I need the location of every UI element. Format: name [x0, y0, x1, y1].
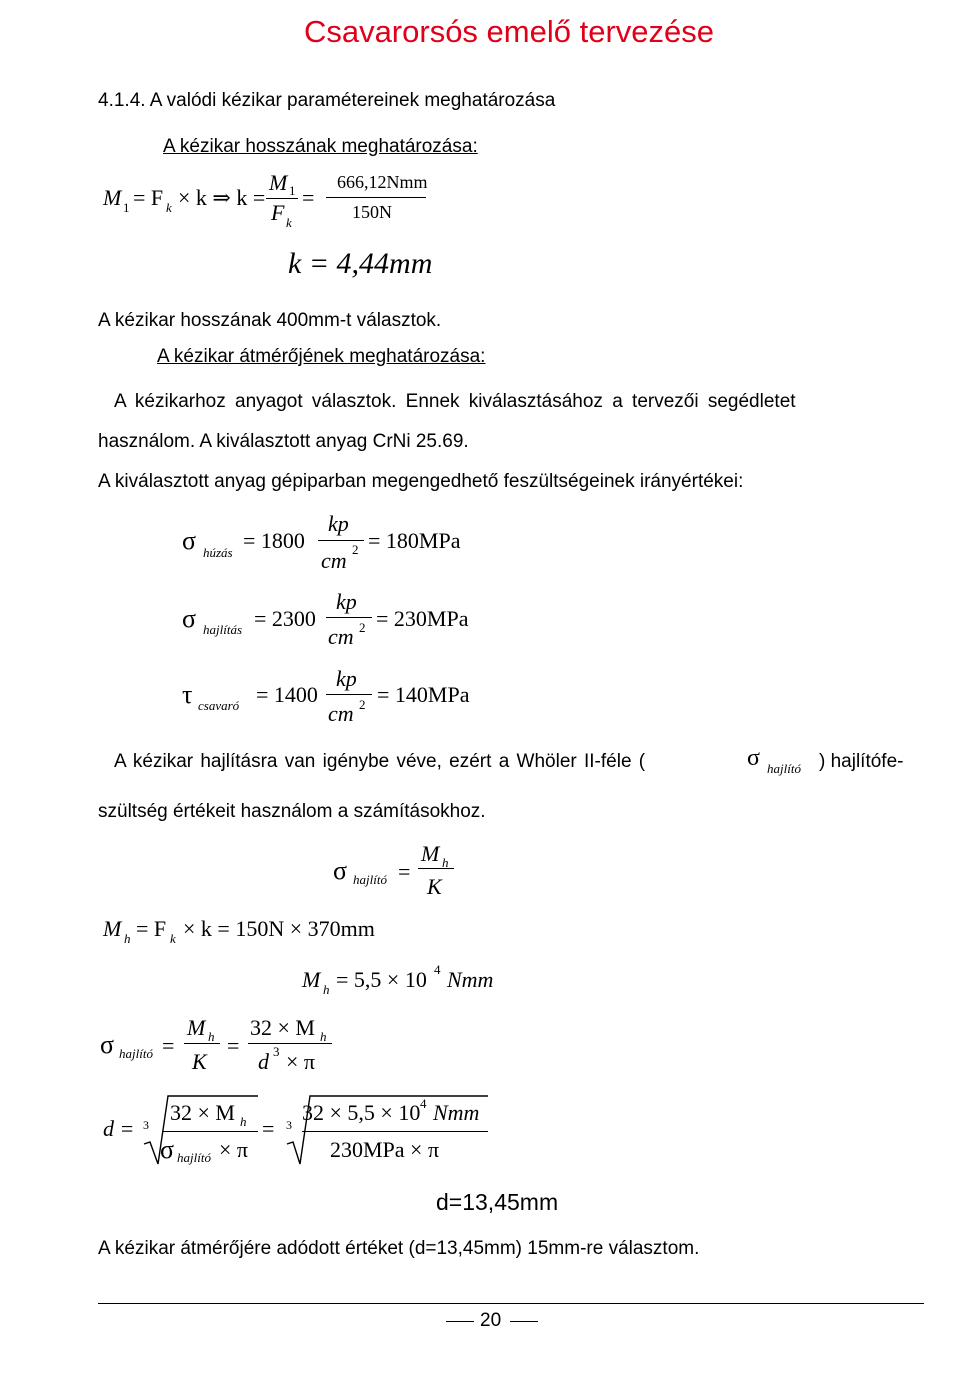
eq-d-root-idx: 3 — [143, 1118, 149, 1132]
eq-d-f1-den-sub: hajlító — [177, 1150, 211, 1165]
stress-coef: = 1400 — [256, 682, 318, 707]
stress-den: cm — [328, 624, 354, 649]
eq-mh2-val: = 5,5 × 10 — [336, 967, 427, 992]
frac1-den-sub: k — [286, 215, 292, 230]
section-heading: 4.1.4. A valódi kézikar paramétereinek meghatározása — [98, 90, 556, 111]
eq-sigma-eq: = — [398, 859, 411, 884]
eq-sigma-sub: hajlító — [353, 872, 387, 887]
page-header-title: Csavarorsós emelő tervezése — [303, 14, 714, 49]
stress-den: cm — [321, 548, 347, 573]
stress-coef: = 2300 — [254, 606, 316, 631]
eq-d-lhs: d = — [103, 1116, 135, 1141]
stress-coef: = 1800 — [243, 528, 305, 553]
woehler-line2: szültség értékeit használom a számításokhoz. — [98, 801, 486, 822]
eq-times-k: × k ⇒ k = — [178, 185, 266, 210]
eq-mid: = F — [133, 185, 164, 210]
diameter-conclusion: A kézikar átmérőjére adódott értéket (d=13,45mm) 15mm-re választom. — [98, 1238, 700, 1259]
stress-num: kp — [336, 666, 357, 691]
eq-mh-f: = F — [136, 916, 167, 941]
page-number: 20 — [480, 1310, 502, 1331]
footer-dash-right — [510, 1321, 538, 1322]
eq-s2-sym: σ — [100, 1030, 115, 1059]
eq-d-f1-bar — [162, 1131, 258, 1132]
eq-lhs-sub: 1 — [123, 200, 130, 215]
eq-d-f2-bar — [302, 1131, 488, 1132]
eq-mh2-unit: Nmm — [447, 967, 494, 992]
eq-d-f2-num-exp: 4 — [420, 1096, 427, 1111]
eq-s2-f2-num-sub: h — [320, 1029, 327, 1044]
eq-mh-lhs-sub: h — [124, 931, 131, 946]
eq-d-f1-num-sub: h — [240, 1114, 247, 1129]
eq-s2-f2-num: 32 × M — [250, 1015, 315, 1040]
eq-d-root-idx2: 3 — [286, 1118, 292, 1132]
eq-d-f1-den-tail: × π — [219, 1137, 249, 1162]
stress-den-sup: 2 — [359, 697, 366, 712]
eq-d-f2-num: 32 × 5,5 × 10 — [302, 1100, 421, 1125]
stress-symbol: σ — [182, 604, 197, 633]
stress-symbol: τ — [182, 680, 193, 709]
stress-sub: csavaró — [198, 698, 240, 713]
eq-mid-sub: k — [166, 200, 172, 215]
eq-s2-eq2: = — [227, 1033, 240, 1058]
eq-mh-lhs: M — [103, 916, 122, 941]
length-choice: A kézikar hosszának 400mm-t választok. — [98, 310, 442, 331]
woehler-text-a: A kézikar hajlításra van igénybe véve, ezért a Whöler II-féle ( — [114, 751, 646, 772]
eq-sigma-sym: σ — [333, 856, 348, 885]
stress-result: = 140MPa — [377, 682, 470, 707]
eq-mh-rest: × k = 150N × 370mm — [183, 916, 375, 941]
material-para-line2: használom. A kiválasztott anyag CrNi 25.69. — [98, 431, 469, 452]
eq-s2-sub: hajlító — [119, 1046, 153, 1061]
footer-rule — [98, 1303, 924, 1304]
eq-mh2-lhs: M — [302, 967, 321, 992]
footer-dash-left — [446, 1321, 474, 1322]
stress-result: = 180MPa — [368, 528, 461, 553]
stress-intro: A kiválasztott anyag gépiparban megengedhető feszültségeinek irányértékei: — [98, 471, 744, 492]
frac1-num-sub: 1 — [289, 183, 296, 198]
eq-s2-f2-den: d — [258, 1049, 269, 1074]
eq-s2-f1-den: K — [192, 1049, 207, 1074]
stress-symbol: σ — [182, 526, 197, 555]
eq-d-f1-den-sym: σ — [160, 1135, 175, 1164]
eq-s2-eq1: = — [162, 1033, 175, 1058]
length-result: k = 4,44mm — [288, 247, 433, 280]
eq-s2-f2-den-sup: 3 — [273, 1044, 280, 1059]
frac2-den: 150N — [352, 202, 392, 222]
diameter-subheading: A kézikar átmérőjének meghatározása: — [157, 346, 486, 367]
eq-s2-f1-num: M — [187, 1015, 206, 1040]
woehler-sub: hajlító — [767, 761, 801, 776]
stress-den-sup: 2 — [352, 542, 359, 557]
stress-den: cm — [328, 701, 354, 726]
eq-sigma-num-sub: h — [442, 855, 449, 870]
stress-result: = 230MPa — [376, 606, 469, 631]
stress-den-sup: 2 — [359, 620, 366, 635]
eq-sigma-den: K — [427, 874, 442, 899]
eq-s2-f2-den-tail: × π — [286, 1049, 316, 1074]
eq-d-f2-den: 230MPa × π — [330, 1137, 440, 1162]
eq-d-eq: = — [262, 1116, 275, 1141]
eq-mh-f-sub: k — [170, 931, 176, 946]
stress-sub: húzás — [203, 545, 233, 560]
eq-d-f1-num: 32 × M — [170, 1100, 235, 1125]
frac1-den: F — [271, 200, 285, 225]
eq-sigma-num: M — [421, 841, 440, 866]
stress-num: kp — [328, 511, 349, 536]
eq-mh2-exp: 4 — [434, 962, 441, 977]
frac1-num: M — [269, 170, 288, 195]
stress-sub: hajlítás — [203, 622, 243, 637]
material-para-line1: A kézikarhoz anyagot választok. Ennek kiválasztásához a tervezői segédletet — [114, 391, 796, 412]
eq-lhs: M — [103, 185, 122, 210]
frac2-num: 666,12Nmm — [337, 172, 428, 192]
woehler-text-b: ) hajlítófe- — [819, 751, 904, 772]
length-subheading: A kézikar hosszának meghatározása: — [163, 136, 478, 157]
eq-mh2-sub: h — [323, 982, 330, 997]
stress-num: kp — [336, 589, 357, 614]
eq-equals: = — [302, 185, 315, 210]
eq-d-f2-num-unit: Nmm — [433, 1100, 480, 1125]
eq-s2-f1-num-sub: h — [208, 1029, 215, 1044]
woehler-sigma: σ — [747, 745, 760, 771]
diameter-result: d=13,45mm — [436, 1189, 559, 1215]
